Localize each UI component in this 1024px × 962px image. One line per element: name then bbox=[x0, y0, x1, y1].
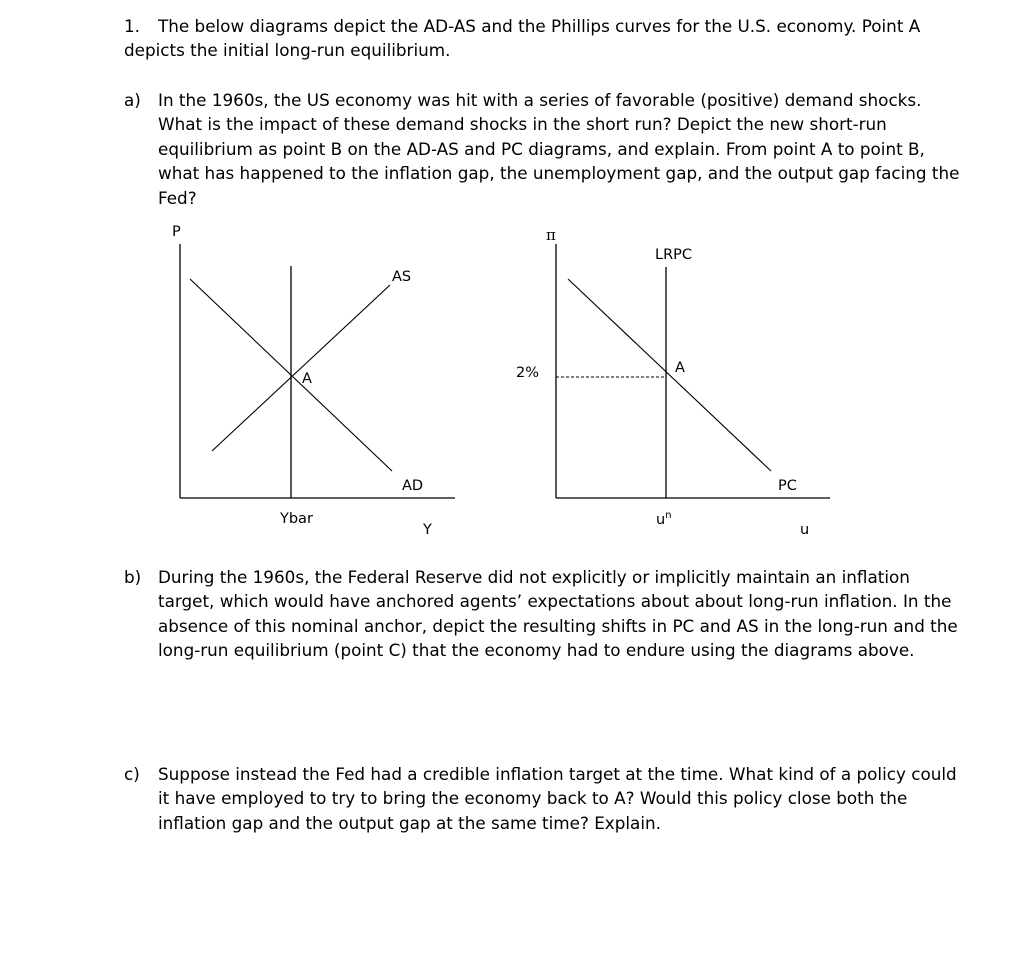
question-intro-text: The below diagrams depict the AD-AS and the Phillips curves for the U.S. economy. Point A depicts the initial long-run equilibrium. bbox=[124, 16, 921, 61]
part-b-text: During the 1960s, the Federal Reserve did not explicitly or implicitly maintain an inflation target, which would have anchored agents’ expectations about about long-run inflation. In the absence of this nominal anchor, depict the resulting shifts in PC and AS in the long-run and the long-run equilibrium (point C) that the economy had to endure using the diagrams above. bbox=[158, 567, 958, 661]
natural-rate-base: u bbox=[656, 512, 666, 528]
pc-x-axis-label: u bbox=[800, 522, 810, 538]
question-number: 1. bbox=[124, 16, 141, 36]
adas-y-axis-label: P bbox=[172, 224, 181, 240]
ad-curve-label: AD bbox=[402, 478, 424, 494]
question-part-b bbox=[124, 565, 964, 663]
inflation-target-label: 2% bbox=[516, 365, 540, 381]
phillips-diagram bbox=[516, 226, 830, 538]
potential-output-label: Ybar bbox=[280, 511, 313, 527]
pc-curve-label: PC bbox=[778, 478, 797, 494]
as-curve bbox=[212, 285, 390, 451]
pc-equilibrium-label: A bbox=[675, 360, 685, 376]
part-a-text: In the 1960s, the US economy was hit with a series of favorable (positive) demand shocks. What is the impact of these demand shocks in the short run? Depict the new short-run equilibrium as point B on the AD-AS and PC diagrams, and explain. From point A to point B, what has happened to the inflation gap, the unemployment gap, and the output gap facing the Fed? bbox=[158, 90, 960, 208]
part-c-text: Suppose instead the Fed had a credible inflation target at the time. What kind of a policy could it have employed to try to bring the economy back to A? Would this policy close both the inflation gap and the output gap at the same time? Explain. bbox=[158, 764, 957, 833]
adas-equilibrium-label: A bbox=[302, 371, 312, 387]
part-c-label: c) bbox=[124, 764, 140, 784]
pc-curve bbox=[568, 279, 771, 471]
natural-rate-superscript: n bbox=[665, 510, 672, 521]
adas-diagram bbox=[172, 224, 455, 538]
pc-y-axis-label: π bbox=[546, 226, 556, 244]
part-b-label: b) bbox=[124, 567, 142, 587]
natural-rate-label bbox=[656, 510, 672, 528]
part-a-label: a) bbox=[124, 90, 141, 110]
lrpc-label: LRPC bbox=[655, 247, 693, 263]
as-curve-label: AS bbox=[392, 269, 412, 285]
adas-x-axis-label: Y bbox=[423, 522, 432, 538]
question-part-c bbox=[124, 762, 964, 835]
